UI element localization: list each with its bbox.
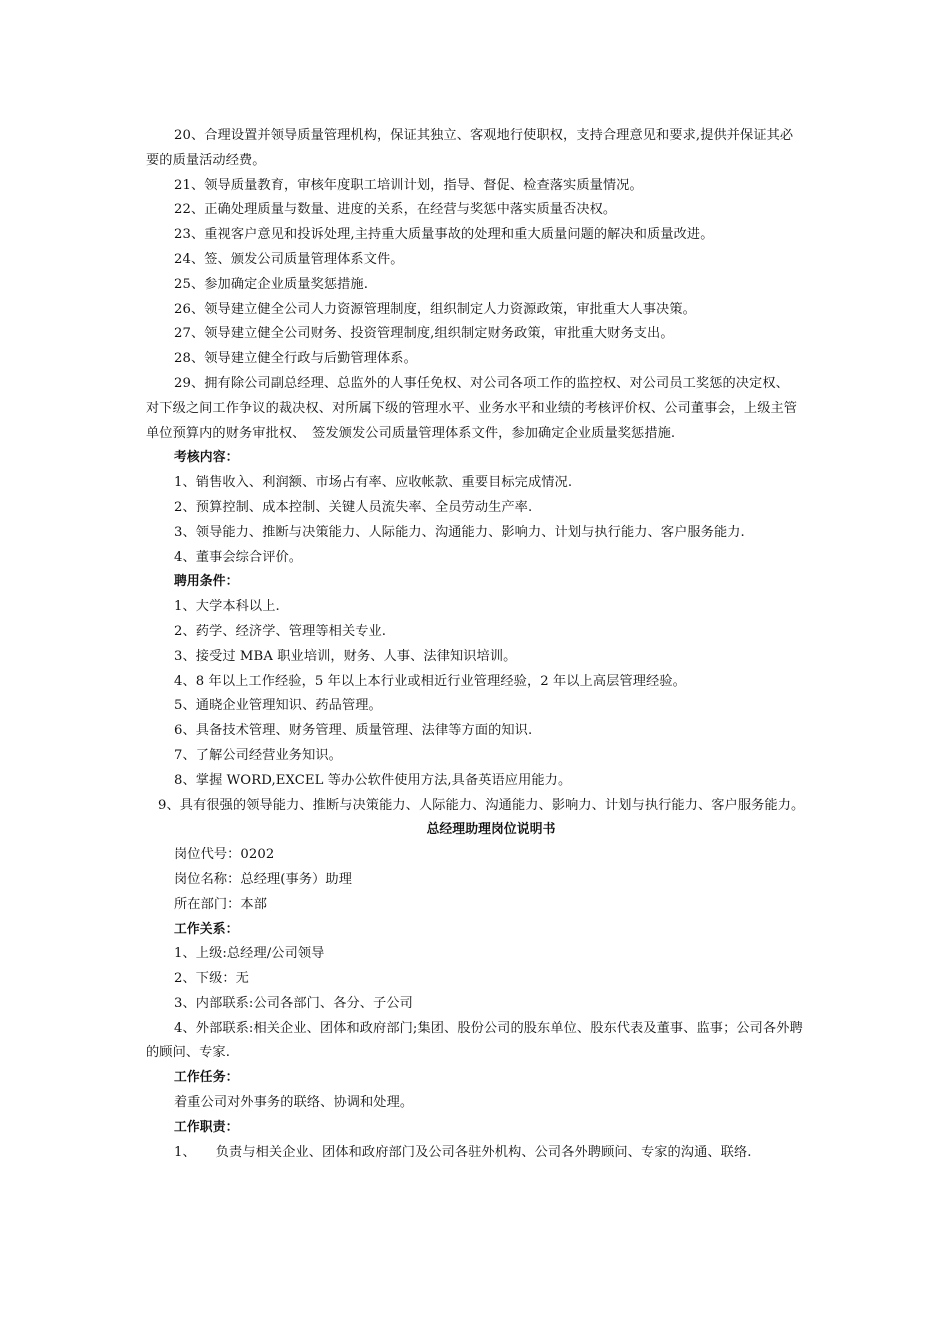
hiring-item-5: 5、通晓企业管理知识、药品管理。 <box>174 698 382 714</box>
duty-item-29: 29、拥有除公司副总经理、总监外的人事任免权、对公司各项工作的监控权、对公司员工奖惩的决定权、 对下级之间工作争议的裁决权、对所属下级的管理水平、业务水平和业绩的考核评价权、公司董事会，上级主管单位预算内的财务审批权、 签发颁发公司质量管理体系文件，参加确定企业质量奖惩措施. <box>146 375 809 441</box>
document-body <box>146 124 809 1165</box>
relation-item-3: 3、内部联系:公司各部门、各分、子公司 <box>174 995 413 1011</box>
assessment-heading: 考核内容： <box>174 450 239 466</box>
duty-item-20: 20、合理设置并领导质量管理机构，保证其独立、客观地行使职权，支持合理意见和要求,提供并保证其必要的质量活动经费。 <box>146 128 794 168</box>
assistant-section-title: 总经理助理岗位说明书 <box>426 822 556 838</box>
duty-item-25: 25、参加确定企业质量奖惩措施. <box>174 276 369 292</box>
hiring-item-3: 3、接受过 MBA 职业培训，财务、人事、法律知识培训。 <box>174 648 517 664</box>
hiring-item-2: 2、药学、经济学、管理等相关专业. <box>174 623 387 639</box>
relation-item-4: 4、外部联系:相关企业、团体和政府部门;集团、股份公司的股东单位、股东代表及董事、监事；公司各外聘的顾问、专家. <box>146 1020 803 1061</box>
hiring-heading: 聘用条件： <box>174 574 239 590</box>
position-name: 岗位名称：总经理(事务）助理 <box>174 871 352 887</box>
responsibility-item-1: 1、 负责与相关企业、团体和政府部门及公司各驻外机构、公司各外聘顾问、专家的沟通、联络. <box>174 1144 752 1160</box>
duty-item-28: 28、领导建立健全行政与后勤管理体系。 <box>174 351 417 367</box>
assessment-item-4: 4、董事会综合评价。 <box>174 549 303 565</box>
duty-item-21: 21、领导质量教育，审核年度职工培训计划，指导、督促、检查落实质量情况。 <box>174 177 643 193</box>
assessment-item-3: 3、领导能力、推断与决策能力、人际能力、沟通能力、影响力、计划与执行能力、客户服务能力. <box>174 524 745 540</box>
relation-item-2: 2、下级：无 <box>174 971 249 987</box>
position-code: 岗位代号：0202 <box>174 847 275 863</box>
assessment-item-1: 1、销售收入、利润额、市场占有率、应收帐款、重要目标完成情况. <box>174 475 573 491</box>
position-department: 所在部门：本部 <box>174 896 268 912</box>
hiring-item-4: 4、8 年以上工作经验，5 年以上本行业或相近行业管理经验，2 年以上高层管理经验。 <box>174 673 686 689</box>
task-heading: 工作任务： <box>174 1070 239 1086</box>
hiring-item-9: 9、具有很强的领导能力、推断与决策能力、人际能力、沟通能力、影响力、计划与执行能力、客户服务能力。 <box>158 797 805 813</box>
duty-item-24: 24、签、颁发公司质量管理体系文件。 <box>174 251 404 267</box>
duty-item-27: 27、领导建立健全公司财务、投资管理制度,组织制定财务政策，审批重大财务支出。 <box>174 326 674 342</box>
hiring-item-1: 1、大学本科以上. <box>174 599 280 615</box>
hiring-item-6: 6、具备技术管理、财务管理、质量管理、法律等方面的知识. <box>174 723 533 739</box>
duty-item-22: 22、正确处理质量与数量、进度的关系，在经营与奖惩中落实质量否决权。 <box>174 202 617 218</box>
task-text: 着重公司对外事务的联络、协调和处理。 <box>174 1095 414 1111</box>
duty-item-23: 23、重视客户意见和投诉处理,主持重大质量事故的处理和重大质量问题的解决和质量改进。 <box>174 227 714 243</box>
hiring-item-7: 7、了解公司经营业务知识。 <box>174 747 342 763</box>
responsibility-heading: 工作职责： <box>174 1119 239 1135</box>
relation-item-1: 1、上级:总经理/公司领导 <box>174 946 325 962</box>
relations-heading: 工作关系： <box>174 921 239 937</box>
assessment-item-2: 2、预算控制、成本控制、关键人员流失率、全员劳动生产率. <box>174 499 533 515</box>
duty-item-26: 26、领导建立健全公司人力资源管理制度，组织制定人力资源政策，审批重大人事决策。 <box>174 301 696 317</box>
hiring-item-8: 8、掌握 WORD,EXCEL 等办公软件使用方法,具备英语应用能力。 <box>174 772 572 788</box>
